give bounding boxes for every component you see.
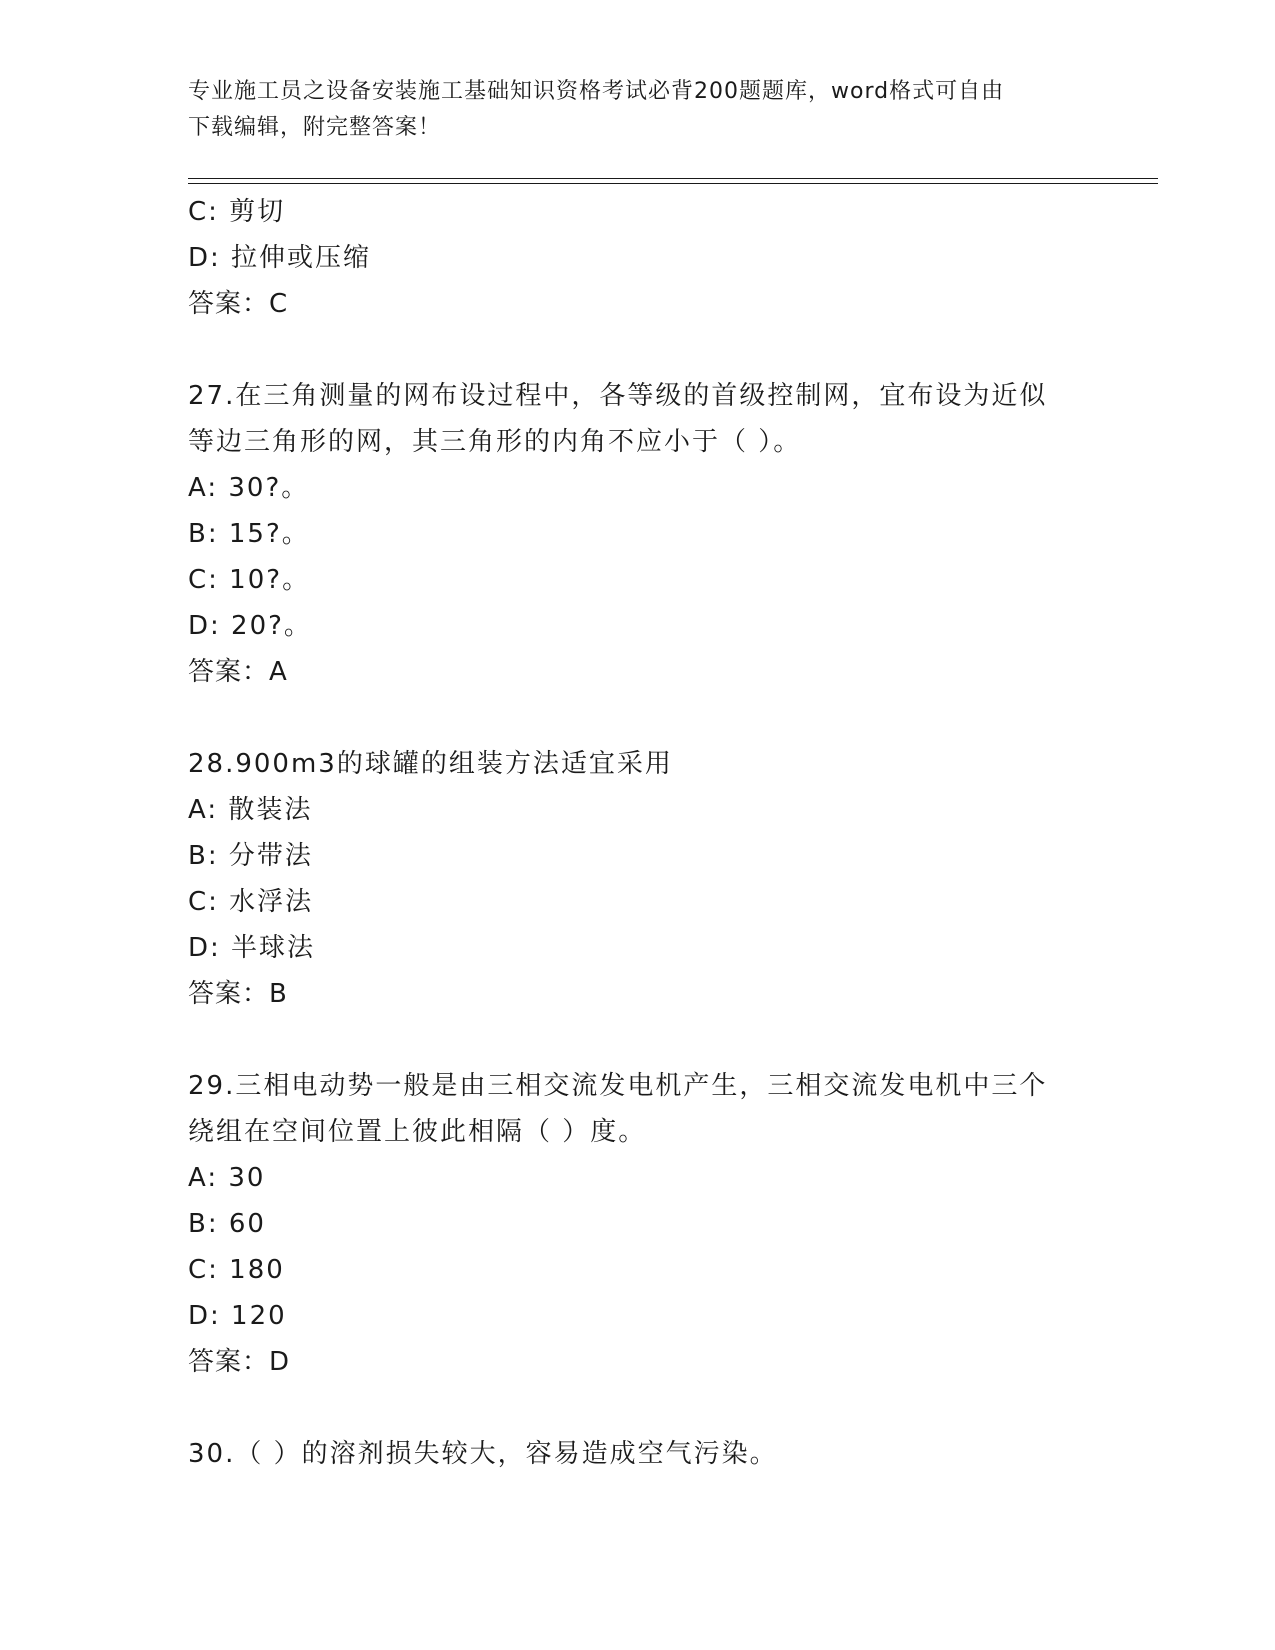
answer-line: 答案：C <box>188 289 289 319</box>
header-line-1: 专业施工员之设备安装施工基础知识资格考试必背200题题库，word格式可自由 <box>188 79 1005 104</box>
spacer <box>188 1017 1088 1063</box>
question-text-line-2: 绕组在空间位置上彼此相隔（ ）度。 <box>188 1117 647 1147</box>
question-30 <box>188 1431 1088 1477</box>
option-c: C: 180 <box>188 1255 285 1285</box>
option-a: A: 散装法 <box>188 795 313 825</box>
question-text-line-1: 27.在三角测量的网布设过程中，各等级的首级控制网，宜布设为近似 <box>188 381 1048 411</box>
option-b: B: 15?。 <box>188 519 310 549</box>
option-a: A: 30 <box>188 1163 266 1193</box>
answer-line: 答案：B <box>188 979 288 1009</box>
option-d: D: 120 <box>188 1301 287 1331</box>
option-d: D: 半球法 <box>188 933 316 963</box>
question-27 <box>188 373 1088 695</box>
question-28 <box>188 741 1088 1017</box>
header-divider-bottom <box>188 183 1158 184</box>
spacer <box>188 327 1088 373</box>
document-header <box>188 74 1078 146</box>
option-c: C: 剪切 <box>188 197 286 227</box>
header-divider-top <box>188 178 1158 179</box>
question-content <box>188 189 1088 1477</box>
option-c: C: 10?。 <box>188 565 311 595</box>
answer-line: 答案：D <box>188 1347 291 1377</box>
option-d: D: 拉伸或压缩 <box>188 243 372 273</box>
option-a: A: 30?。 <box>188 473 310 503</box>
answer-line: 答案：A <box>188 657 288 687</box>
spacer <box>188 695 1088 741</box>
question-29 <box>188 1063 1088 1385</box>
spacer <box>188 1385 1088 1431</box>
option-b: B: 分带法 <box>188 841 313 871</box>
option-b: B: 60 <box>188 1209 266 1239</box>
question-text-line-2: 等边三角形的网，其三角形的内角不应小于（ ）。 <box>188 427 802 457</box>
header-line-2: 下载编辑，附完整答案！ <box>188 115 442 140</box>
question-text-line-1: 29.三相电动势一般是由三相交流发电机产生，三相交流发电机中三个 <box>188 1071 1048 1101</box>
question-text-line-1: 28.900m3的球罐的组装方法适宜采用 <box>188 749 673 779</box>
option-c: C: 水浮法 <box>188 887 314 917</box>
question-text-line-1: 30.（ ）的溶剂损失较大，容易造成空气污染。 <box>188 1439 778 1469</box>
option-d: D: 20?。 <box>188 611 312 641</box>
